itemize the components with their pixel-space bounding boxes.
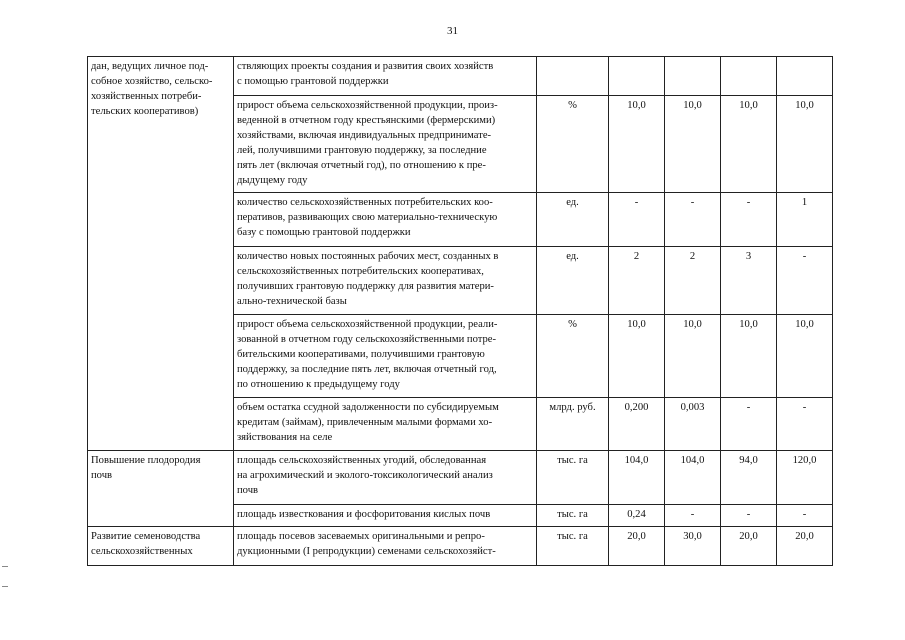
value-cell: -: [721, 193, 777, 247]
value-cell: [665, 57, 721, 96]
value-cell: 10,0: [777, 96, 833, 193]
margin-mark: [2, 566, 8, 567]
group-cell: Развитие семеноводства сельскохозяйственных: [88, 527, 234, 566]
table-row: [88, 451, 833, 505]
margin-mark: [2, 586, 8, 587]
indicator-cell: площадь сельскохозяйственных угодий, обследованная на агрохимический и эколого-токсикологический анализ почв: [234, 451, 537, 505]
value-cell: 20,0: [721, 527, 777, 566]
unit-cell: %: [537, 96, 609, 193]
indicator-cell: площадь посевов засеваемых оригинальными и репро- дукционными (I репродукции) семенами сельскохозяйст-: [234, 527, 537, 566]
value-cell: 20,0: [777, 527, 833, 566]
group-cell: дан, ведущих личное под- собное хозяйство, сельско- хозяйственных потреби- тельских кооперативов): [88, 57, 234, 451]
value-cell: 94,0: [721, 451, 777, 505]
unit-cell: млрд. руб.: [537, 398, 609, 451]
value-cell: 10,0: [609, 315, 665, 398]
indicator-cell: прирост объема сельскохозяйственной продукции, реали- зованной в отчетном году сельскохозяйственными потре- бительскими кооперативами, получившими грантовую поддержку, за последние пять лет, включая отчетный год, по отношению к предыдущему году: [234, 315, 537, 398]
unit-cell: ед.: [537, 193, 609, 247]
value-cell: 10,0: [721, 96, 777, 193]
value-cell: 30,0: [665, 527, 721, 566]
indicator-cell: прирост объема сельскохозяйственной продукции, произ- веденной в отчетном году крестьянскими (фермерскими) хозяйствами, включая индивидуальных предпринимате- лей, получившими грантовую поддержку, за последние пять лет (включая отчетный год), по отношению к пре- дыдущему году: [234, 96, 537, 193]
value-cell: 10,0: [665, 96, 721, 193]
value-cell: 0,003: [665, 398, 721, 451]
indicators-table: [87, 56, 833, 566]
value-cell: 0,200: [609, 398, 665, 451]
indicator-cell: площадь известкования и фосфоритования кислых почв: [234, 505, 537, 527]
unit-cell: тыс. га: [537, 451, 609, 505]
group-cell: Повышение плодородия почв: [88, 451, 234, 527]
value-cell: [721, 57, 777, 96]
value-cell: 20,0: [609, 527, 665, 566]
unit-cell: ед.: [537, 247, 609, 315]
value-cell: [609, 57, 665, 96]
value-cell: [777, 57, 833, 96]
value-cell: 2: [665, 247, 721, 315]
value-cell: -: [721, 505, 777, 527]
unit-cell: тыс. га: [537, 505, 609, 527]
unit-cell: тыс. га: [537, 527, 609, 566]
value-cell: -: [777, 505, 833, 527]
unit-cell: [537, 57, 609, 96]
value-cell: 10,0: [609, 96, 665, 193]
value-cell: -: [609, 193, 665, 247]
indicator-cell: количество новых постоянных рабочих мест, созданных в сельскохозяйственных потребительских кооперативах, получивших грантовую поддержку для развития матери- ально-технической базы: [234, 247, 537, 315]
unit-cell: %: [537, 315, 609, 398]
indicator-cell: ствляющих проекты создания и развития своих хозяйств с помощью грантовой поддержки: [234, 57, 537, 96]
value-cell: -: [721, 398, 777, 451]
value-cell: 120,0: [777, 451, 833, 505]
table-row: [88, 57, 833, 96]
value-cell: 104,0: [609, 451, 665, 505]
value-cell: -: [665, 505, 721, 527]
value-cell: 1: [777, 193, 833, 247]
value-cell: 0,24: [609, 505, 665, 527]
value-cell: -: [777, 398, 833, 451]
page-number: 31: [447, 25, 458, 37]
value-cell: 3: [721, 247, 777, 315]
value-cell: 10,0: [777, 315, 833, 398]
value-cell: -: [665, 193, 721, 247]
value-cell: -: [777, 247, 833, 315]
indicator-cell: количество сельскохозяйственных потребительских коо- перативов, развивающих свою материально-техническую базу с помощью грантовой поддержки: [234, 193, 537, 247]
value-cell: 10,0: [665, 315, 721, 398]
value-cell: 2: [609, 247, 665, 315]
indicator-cell: объем остатка ссудной задолженности по субсидируемым кредитам (займам), привлеченным малыми формами хо- зяйствования на селе: [234, 398, 537, 451]
value-cell: 10,0: [721, 315, 777, 398]
table-row: [88, 527, 833, 566]
value-cell: 104,0: [665, 451, 721, 505]
